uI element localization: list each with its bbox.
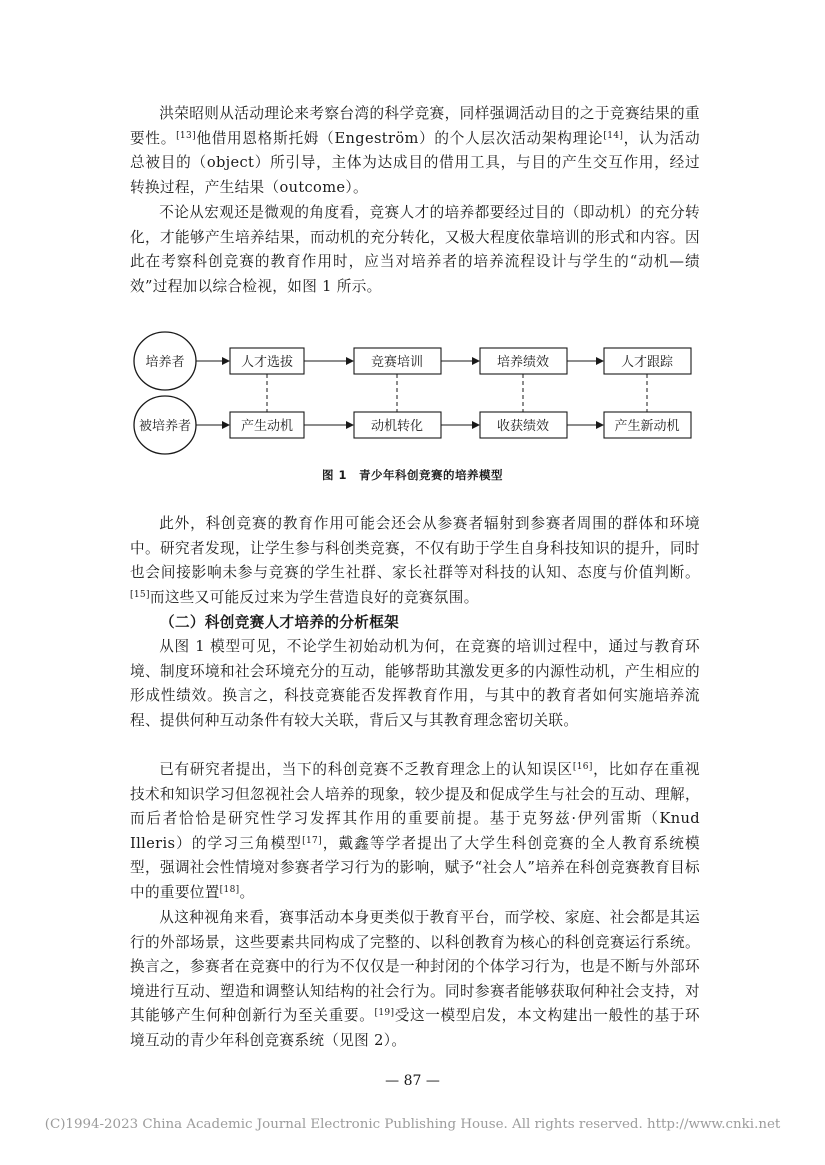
- paragraph-5-text-3: ，戴鑫等学者提出了大学生科创竞赛的全人教育系统模型，强调社会性情境对参赛者学习行为的影响，赋予“社会人”培养在科创竞赛教育目标中的重要位置: [130, 834, 700, 901]
- citation-16: [16]: [572, 762, 593, 772]
- citation-17: [17]: [302, 835, 322, 846]
- paragraph-6-text-2: 受这一模型启发，本文构建出一般性的基于环境互动的青少年科创竞赛系统（见图 2）。: [130, 1007, 700, 1049]
- box-new-motivation-label: 产生新动机: [614, 419, 680, 434]
- paragraph-1-text-3: ，认为活动总被目的（object）所引导，主体为达成目的借用工具，与目的产生交互作用，经过转换过程，产生结果（outcome）。: [130, 129, 700, 196]
- citation-19: [19]: [374, 1008, 395, 1019]
- box-motivation-transformation-label: 动机转化: [370, 419, 424, 434]
- paragraph-6-text-1: 从这种视角来看，赛事活动本身更类似于教育平台，而学校、家庭、社会都是其运行的外部场景，这些要素共同构成了完整的、以科创教育为核心的科创竞赛运行系统。换言之，参赛者在竞赛中的行为不仅仅是一种封闭的个体学习行为，也是不断与外部环境进行互动、塑造和调整认知结构的社会行为。同时参赛者能够获取何种社会支持，对其能够产生何种创新行为至关重要。: [130, 909, 700, 1025]
- paragraph-2: 不论从宏观还是微观的角度看，竞赛人才的培养都要经过目的（即动机）的充分转化，才能够产生培养结果，而动机的充分转化，又极大程度依靠培训的形式和内容。因此在考察科创竞赛的教育作用时，应当对培养者的培养流程设计与学生的“动机—绩效”过程加以综合检视，如图 1 所示。: [130, 204, 700, 295]
- figure-1-caption: 图 1 青少年科创竞赛的培养模型: [321, 468, 503, 482]
- citation-18: [18]: [219, 884, 240, 895]
- box-gain-performance-label: 收获绩效: [496, 419, 550, 434]
- citation-14: [14]: [603, 130, 624, 141]
- paragraph-5-text-1: 已有研究者提出，当下的科创竞赛不乏教育理念上的认知误区: [159, 761, 573, 778]
- section-heading: （二）科创竞赛人才培养的分析框架: [160, 614, 400, 631]
- box-talent-selection-label: 人才选拔: [240, 355, 294, 370]
- paragraph-5-text-2: ，比如存在重视技术和知识学习但忽视社会人培养的现象，较少提及和促成学生与社会的互动、理解，而后者恰恰是研究性学习发挥其作用的重要前提。基于克努兹·伊列雷斯（Knud Illeris）的学习三角模型: [130, 761, 701, 852]
- paragraph-3-text-2: 而这些又可能反过来为学生营造良好的竞赛氛围。: [149, 588, 479, 606]
- paragraph-3: [130, 512, 700, 610]
- box-talent-tracking-label: 人才跟踪: [620, 355, 674, 370]
- paragraph-5: [130, 758, 700, 906]
- citation-15: [15]: [130, 589, 150, 600]
- figure-1-diagram: [0, 0, 825, 500]
- paragraph-6: [130, 906, 700, 1054]
- box-generate-motivation-label: 产生动机: [240, 419, 294, 434]
- page-number: — 87 —: [385, 1073, 440, 1089]
- paragraph-1-text-2: 他借用恩格斯托姆（Engeström）的个人层次活动架构理论: [195, 129, 604, 147]
- box-training-performance-label: 培养绩效: [496, 355, 550, 370]
- trainee-label: 被培养者: [138, 419, 192, 434]
- copyright-footer: (C)1994-2023 China Academic Journal Electronic Publishing House. All rights reserved. http://www.cnki.net: [44, 1117, 781, 1132]
- paragraph-4: 从图 1 模型可见，不论学生初始动机为何，在竞赛的培训过程中，通过与教育环境、制度环境和社会环境充分的互动，能够帮助其激发更多的内源性动机，产生相应的形成性绩效。换言之，科技竞赛能否发挥教育作用，与其中的教育者如何实施培养流程、提供何种互动条件有较大关联，背后又与其教育理念密切关联。: [130, 638, 700, 729]
- paragraph-3-text-1: 此外，科创竞赛的教育作用可能会还会从参赛者辐射到参赛者周围的群体和环境中。研究者发现，让学生参与科创类竞赛，不仅有助于学生自身科技知识的提升，同时也会间接影响未参与竞赛的学生社群、家长社群等对科技的认知、态度与价值判断。: [130, 515, 700, 582]
- citation-13: [13]: [176, 130, 196, 141]
- trainer-label: 培养者: [145, 355, 185, 370]
- paragraph-1-text-1: 洪荣昭则从活动理论来考察台湾的科学竞赛，同样强调活动目的之于竞赛结果的重要性。: [130, 105, 700, 147]
- box-competition-training-label: 竞赛培训: [370, 355, 424, 370]
- paragraph-5-text-4: 。: [239, 883, 255, 901]
